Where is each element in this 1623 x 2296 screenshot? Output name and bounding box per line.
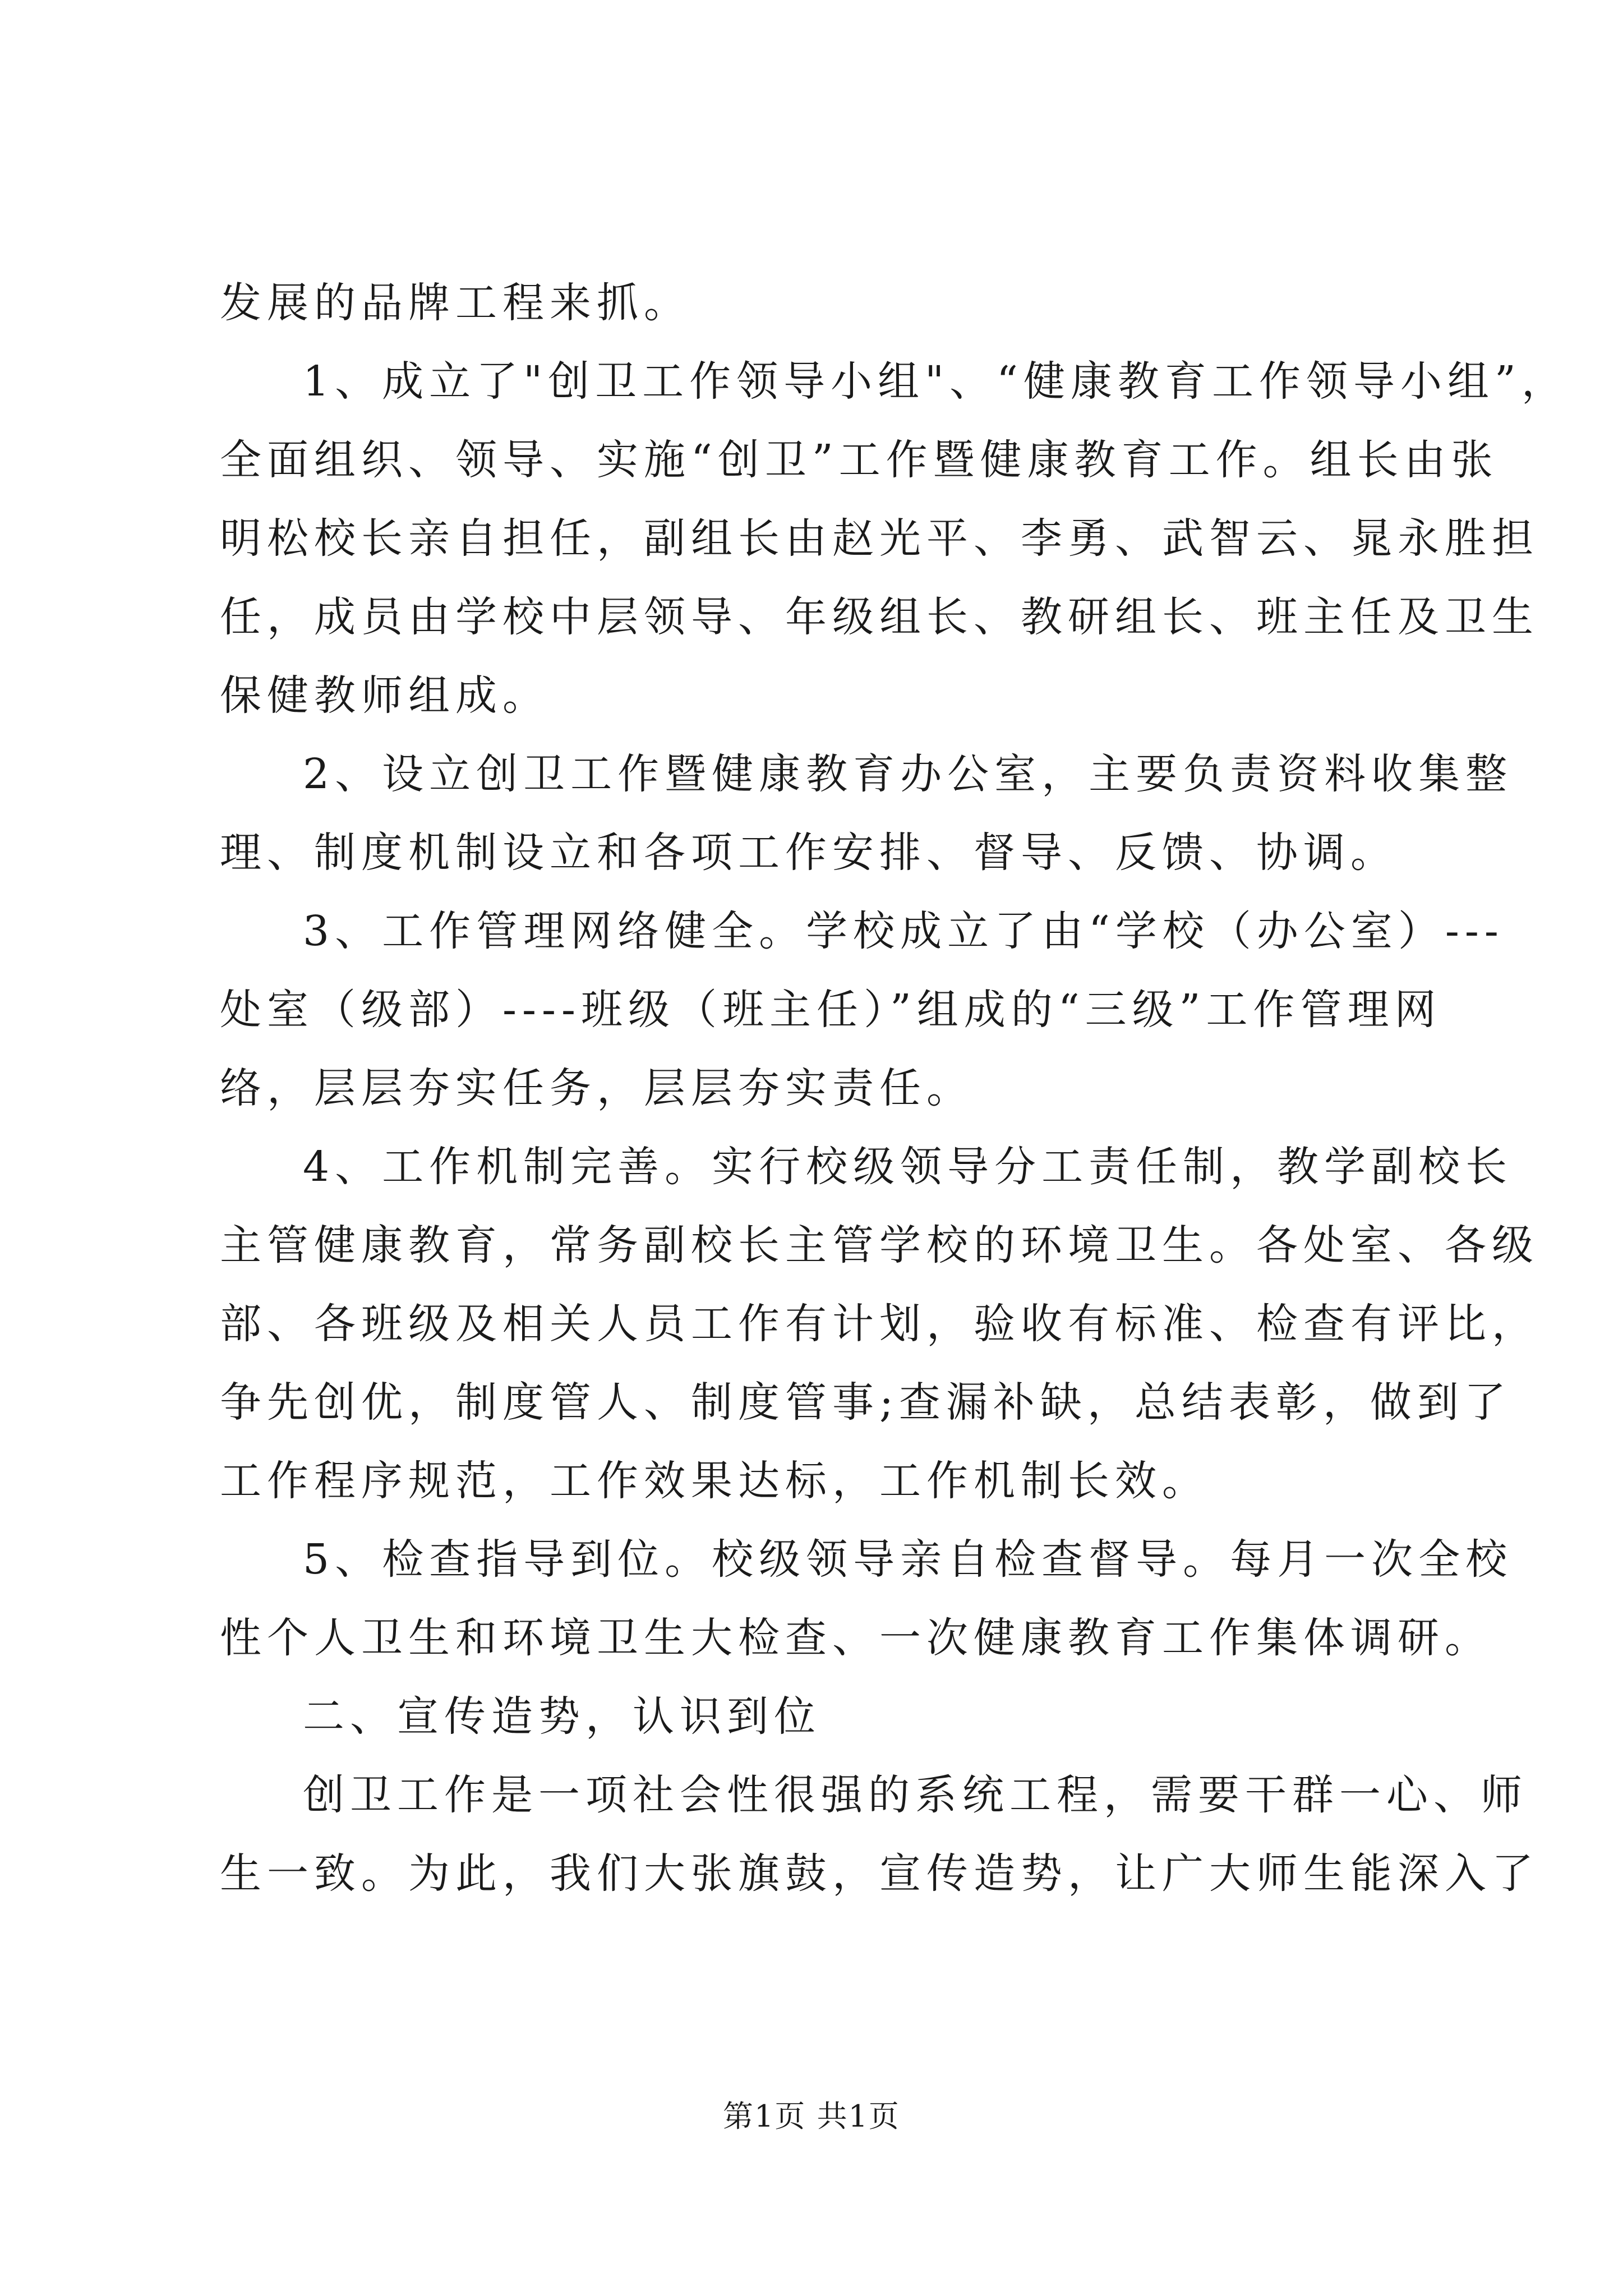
text-line: 发展的品牌工程来抓。 bbox=[220, 279, 691, 327]
text-line: 争先创优，制度管人、制度管事;查漏补缺，总结表彰，做到了 bbox=[220, 1378, 1511, 1427]
text-line: 处室（级部）----班级（班主任）”组成的“三级”工作管理网 bbox=[220, 986, 1442, 1034]
text-line: 全面组织、领导、实施“创卫”工作暨健康教育工作。组长由张 bbox=[220, 436, 1498, 484]
text-line: 2、设立创卫工作暨健康教育办公室，主要负责资料收集整 bbox=[303, 750, 1513, 798]
section-heading: 二、宣传造势，认识到位 bbox=[303, 1692, 821, 1741]
text-line: 工作程序规范，工作效果达标，工作机制长效。 bbox=[220, 1457, 1209, 1505]
text-line: 保健教师组成。 bbox=[220, 671, 550, 720]
text-line: 络，层层夯实任务，层层夯实责任。 bbox=[220, 1064, 974, 1112]
text-line: 5、检查指导到位。校级领导亲自检查督导。每月一次全校 bbox=[303, 1535, 1513, 1584]
text-line: 主管健康教育，常务副校长主管学校的环境卫生。各处室、各级 bbox=[220, 1221, 1539, 1269]
document-body bbox=[220, 264, 1569, 1913]
text-line: 明松校长亲自担任，副组长由赵光平、李勇、武智云、晁永胜担 bbox=[220, 514, 1539, 563]
text-line: 生一致。为此，我们大张旗鼓，宣传造势，让广大师生能深入了 bbox=[220, 1849, 1539, 1898]
text-line: 任，成员由学校中层领导、年级组长、教研组长、班主任及卫生 bbox=[220, 593, 1539, 641]
text-line: 4、工作机制完善。实行校级领导分工责任制，教学副校长 bbox=[303, 1143, 1513, 1191]
text-line: 部、各班级及相关人员工作有计划，验收有标准、检查有评比， bbox=[220, 1300, 1539, 1348]
text-line: 创卫工作是一项社会性很强的系统工程，需要干群一心、师 bbox=[303, 1771, 1528, 1819]
text-line: 1、成立了"创卫工作领导小组"、“健康教育工作领导小组”， bbox=[303, 357, 1569, 406]
text-line: 性个人卫生和环境卫生大检查、一次健康教育工作集体调研。 bbox=[220, 1614, 1492, 1662]
text-line: 理、制度机制设立和各项工作安排、督导、反馈、协调。 bbox=[220, 829, 1398, 877]
page-number-footer: 第1页 共1页 bbox=[723, 2099, 900, 2134]
text-line: 3、工作管理网络健全。学校成立了由“学校（办公室）--- bbox=[303, 907, 1504, 955]
